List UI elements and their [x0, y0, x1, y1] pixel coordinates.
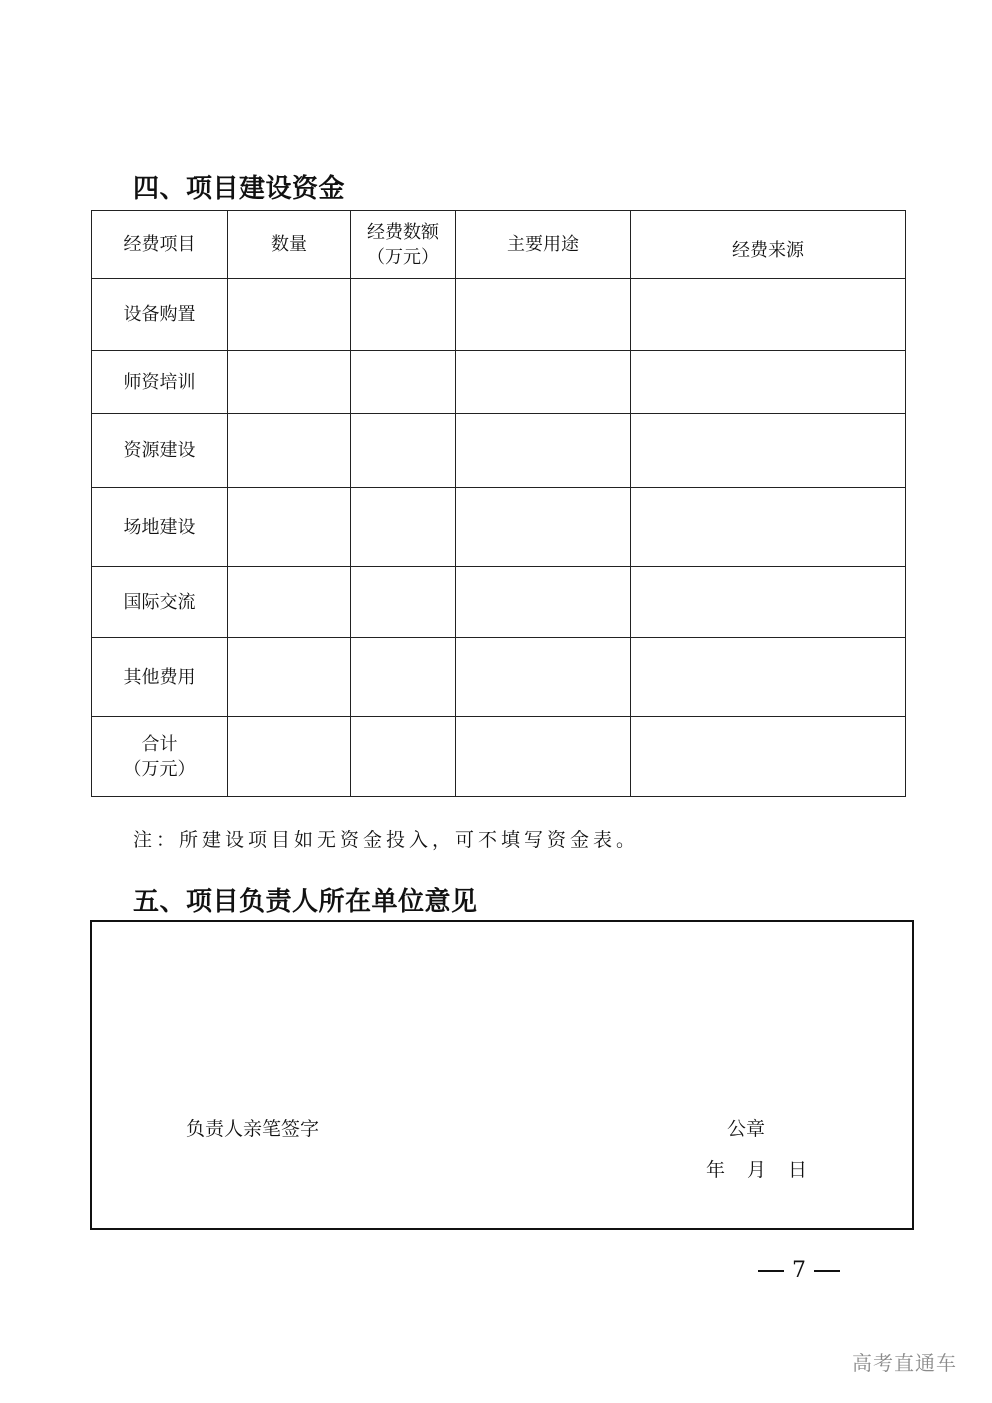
watermark: 高考直通车 — [852, 1351, 957, 1375]
cell-main-use[interactable] — [456, 414, 631, 488]
header-fund-source: 经费来源 — [631, 211, 906, 279]
table-row — [92, 638, 906, 717]
row-label-total — [92, 717, 228, 797]
cell-amount[interactable] — [351, 717, 456, 797]
funds-table-note: 注：所建设项目如无资金投入，可不填写资金表。 — [133, 829, 640, 851]
cell-amount[interactable] — [351, 351, 456, 414]
row-label-other-costs: 其他费用 — [92, 638, 228, 717]
cell-quantity[interactable] — [228, 567, 351, 638]
date-line — [706, 1157, 807, 1183]
row-label-equipment: 设备购置 — [92, 279, 228, 351]
total-label: 合计 — [141, 733, 178, 755]
cell-amount[interactable] — [351, 638, 456, 717]
cell-main-use[interactable] — [456, 488, 631, 567]
cell-amount[interactable] — [351, 488, 456, 567]
row-label-teacher-training: 师资培训 — [92, 351, 228, 414]
page-dash-left — [758, 1270, 784, 1272]
table-row — [92, 351, 906, 414]
cell-fund-source[interactable] — [631, 279, 906, 351]
cell-quantity[interactable] — [228, 717, 351, 797]
cell-fund-source[interactable] — [631, 638, 906, 717]
table-row — [92, 567, 906, 638]
row-label-site-building: 场地建设 — [92, 488, 228, 567]
cell-fund-source[interactable] — [631, 488, 906, 567]
cell-fund-source[interactable] — [631, 717, 906, 797]
page-number — [758, 1257, 840, 1285]
cell-fund-source[interactable] — [631, 351, 906, 414]
cell-quantity[interactable] — [228, 414, 351, 488]
page-dash-right — [814, 1270, 840, 1272]
cell-main-use[interactable] — [456, 279, 631, 351]
cell-quantity[interactable] — [228, 279, 351, 351]
project-funds-table — [91, 210, 906, 797]
table-row — [92, 279, 906, 351]
table-row-total — [92, 717, 906, 797]
row-label-resource-building: 资源建设 — [92, 414, 228, 488]
cell-quantity[interactable] — [228, 488, 351, 567]
total-unit: （万元） — [123, 758, 196, 780]
table-header-row — [92, 211, 906, 279]
signature-label: 负责人亲笔签字 — [186, 1118, 320, 1140]
page-number-value: 7 — [792, 1258, 806, 1283]
cell-amount[interactable] — [351, 279, 456, 351]
cell-amount[interactable] — [351, 567, 456, 638]
cell-fund-source[interactable] — [631, 414, 906, 488]
date-year-label: 年 — [706, 1159, 726, 1181]
unit-opinion-box[interactable] — [90, 920, 914, 1230]
cell-main-use[interactable] — [456, 717, 631, 797]
header-expense-item: 经费项目 — [92, 211, 228, 279]
cell-quantity[interactable] — [228, 638, 351, 717]
header-amount-unit: （万元） — [367, 246, 439, 268]
header-amount-label: 经费数额 — [367, 221, 439, 243]
section-title-unit-opinion: 五、项目负责人所在单位意见 — [133, 887, 478, 917]
header-amount — [351, 211, 456, 279]
header-quantity: 数量 — [228, 211, 351, 279]
date-day-label: 日 — [788, 1159, 808, 1181]
header-main-use: 主要用途 — [456, 211, 631, 279]
cell-quantity[interactable] — [228, 351, 351, 414]
cell-main-use[interactable] — [456, 567, 631, 638]
cell-amount[interactable] — [351, 414, 456, 488]
cell-main-use[interactable] — [456, 351, 631, 414]
cell-fund-source[interactable] — [631, 567, 906, 638]
row-label-international-exchange: 国际交流 — [92, 567, 228, 638]
official-seal-label: 公章 — [727, 1118, 766, 1140]
cell-main-use[interactable] — [456, 638, 631, 717]
table-row — [92, 488, 906, 567]
section-title-project-funds: 四、项目建设资金 — [133, 174, 346, 204]
date-month-label: 月 — [747, 1159, 767, 1181]
table-row — [92, 414, 906, 488]
